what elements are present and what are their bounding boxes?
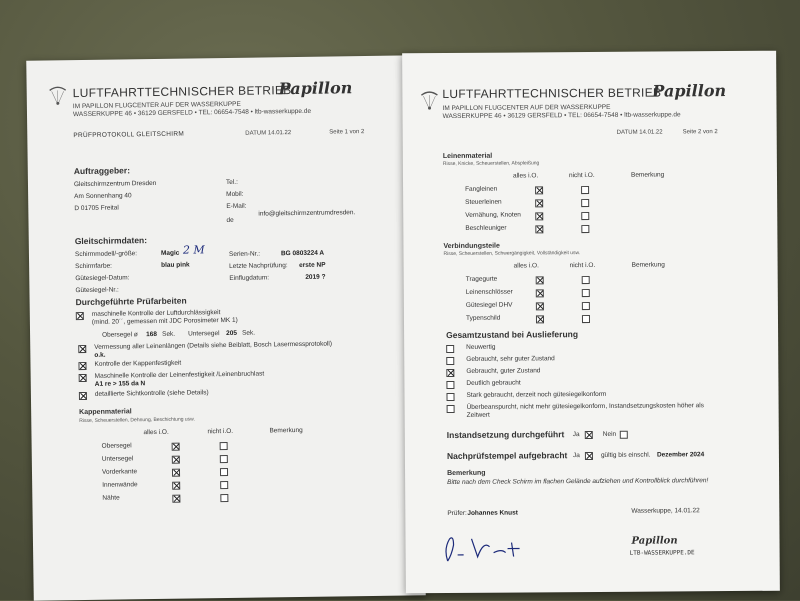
model-size-handwritten: 2 M bbox=[182, 243, 205, 257]
condition-new-label: Neuwertig bbox=[466, 343, 496, 351]
repair-label: Instandsetzung durchgeführt bbox=[446, 429, 565, 441]
stamp-yes-checkbox[interactable] bbox=[585, 452, 593, 460]
condition-worn-checkbox[interactable] bbox=[446, 381, 454, 389]
lines-col-nok: nicht i.O. bbox=[568, 171, 595, 180]
page-number: Seite 2 von 2 bbox=[682, 129, 718, 136]
seal-number-label: Gütesiegel-Nr.: bbox=[75, 286, 119, 295]
canopy-row-ok-checkbox[interactable] bbox=[172, 456, 180, 464]
model-value: Magic bbox=[160, 249, 180, 257]
first-flight-value: 2019 ? bbox=[305, 273, 326, 281]
canopy-row-label: Untersegel bbox=[101, 455, 134, 463]
visual-check-label: detaillierte Sichtkontrolle (siehe Details) bbox=[94, 389, 209, 398]
top-sail-value: 168 bbox=[146, 330, 157, 339]
condition-worn-label: Deutlich gebraucht bbox=[466, 379, 521, 387]
tel-label: Tel.: bbox=[225, 178, 238, 186]
lines-row-label: Steuerleinen bbox=[465, 198, 502, 206]
condition-heavily-worn-label: Stark gebraucht, derzeit noch gütesiegelkonform bbox=[466, 390, 607, 399]
paraglider-logo-icon bbox=[420, 89, 438, 111]
canopy-heading: Kappenmaterial bbox=[79, 408, 132, 417]
stamp-valid-until-value: Dezember 2024 bbox=[656, 451, 705, 459]
condition-heavily-worn-checkbox[interactable] bbox=[446, 393, 454, 401]
top-sail-label: Obersegel ø bbox=[102, 331, 138, 339]
stamp-yes-label: Ja bbox=[572, 452, 580, 460]
repair-no-label: Nein bbox=[602, 430, 617, 438]
lines-row-ok-checkbox[interactable] bbox=[535, 225, 543, 233]
porosity-check-detail: (mind. 20´´, gemessen mit JDC Porosimeter MK 1) bbox=[91, 316, 238, 326]
lines-row-label: Vernähung, Knoten bbox=[465, 211, 521, 219]
company-name: LUFTFAHRTTECHNISCHER BETRIEB bbox=[442, 85, 662, 102]
email-value: info@gleitschirmzentrumdresden. bbox=[258, 209, 356, 218]
client-name: Gleitschirmzentrum Dresden bbox=[73, 179, 157, 189]
doc-title: PRÜFPROTOKOLL GLEITSCHIRM bbox=[73, 130, 185, 140]
lines-row-label: Fangleinen bbox=[465, 185, 498, 193]
papillon-logo: Papillon bbox=[278, 78, 353, 99]
model-label: Schirmmodell/-größe: bbox=[74, 250, 138, 259]
remarks-heading: Bemerkung bbox=[447, 469, 486, 478]
canopy-row-label: Innenwände bbox=[102, 481, 138, 489]
line-length-result: o.k. bbox=[94, 351, 106, 359]
canopy-row-ok-checkbox[interactable] bbox=[172, 469, 180, 477]
client-street: Am Sonnenhang 40 bbox=[74, 192, 132, 201]
remarks-text: Bitte nach dem Check Schirm im flachen Gelände aufziehen und Kontrollblick durchführen! bbox=[447, 477, 709, 487]
lines-row-ok-checkbox[interactable] bbox=[535, 186, 543, 194]
connectors-col-ok: alles i.O. bbox=[513, 262, 539, 270]
connectors-col-nok: nicht i.O. bbox=[569, 261, 596, 270]
canopy-row-label: Vorderkante bbox=[101, 468, 138, 476]
condition-overstressed-checkbox[interactable] bbox=[447, 405, 455, 413]
bottom-sail-unit: Sek. bbox=[242, 329, 256, 337]
connectors-row-nok-checkbox[interactable] bbox=[582, 315, 590, 323]
inspector-name: Johannes Knust bbox=[467, 509, 518, 517]
repair-yes-checkbox[interactable] bbox=[585, 431, 593, 439]
connectors-heading: Verbindungsteile bbox=[443, 242, 500, 251]
address-line-1: IM PAPILLON FLUGCENTER AUF DER WASSERKUPPE bbox=[442, 103, 611, 113]
papillon-logo: Papillon bbox=[652, 81, 727, 101]
glider-data-heading: Gleitschirmdaten: bbox=[74, 235, 148, 247]
address-line-2: WASSERKUPPE 46 • 36129 GERSFELD • TEL: 06654-7548 • ltb-wasserkuppe.de bbox=[72, 107, 312, 119]
canopy-row-nok-checkbox[interactable] bbox=[220, 442, 228, 450]
lines-row-ok-checkbox[interactable] bbox=[535, 199, 543, 207]
line-length-label: Vermessung aller Leinenlängen (Details siehe Beiblatt, Bosch Lasermessprotokoll) bbox=[94, 340, 333, 351]
canopy-col-nok: nicht i.O. bbox=[207, 427, 234, 436]
connectors-row-nok-checkbox[interactable] bbox=[582, 276, 590, 284]
line-length-checkbox[interactable] bbox=[78, 345, 86, 353]
company-name: LUFTFAHRTTECHNISCHER BETRIEB bbox=[72, 83, 292, 101]
lines-row-label: Beschleuniger bbox=[465, 224, 507, 232]
canopy-row-ok-checkbox[interactable] bbox=[172, 495, 180, 503]
connectors-row-ok-checkbox[interactable] bbox=[536, 315, 544, 323]
last-check-label: Letzte Nachprüfung: bbox=[229, 262, 288, 270]
condition-good-checkbox[interactable] bbox=[446, 369, 454, 377]
canopy-strength-label: Kontrolle der Kappenfestigkeit bbox=[94, 359, 182, 368]
lines-row-nok-checkbox[interactable] bbox=[581, 212, 589, 220]
mobil-label: Mobil: bbox=[226, 190, 244, 198]
connectors-row-ok-checkbox[interactable] bbox=[536, 276, 544, 284]
canopy-row-ok-checkbox[interactable] bbox=[172, 482, 180, 490]
connectors-row-label: Gütesiegel DHV bbox=[465, 301, 513, 309]
connectors-row-label: Tragegurte bbox=[465, 275, 498, 283]
connectors-row-ok-checkbox[interactable] bbox=[536, 289, 544, 297]
inspector-signature bbox=[441, 530, 531, 565]
line-strength-label: Maschinelle Kontrolle der Leinenfestigkeit /Leinenbruchlast bbox=[94, 370, 265, 380]
canopy-strength-checkbox[interactable] bbox=[78, 362, 86, 370]
stamp-text: LTB-WASSERKUPPE.DE bbox=[629, 549, 695, 557]
bottom-sail-value: 205 bbox=[226, 329, 237, 337]
inspector-label: Prüfer: bbox=[447, 509, 467, 518]
doc-date: DATUM 14.01.22 bbox=[245, 130, 292, 137]
protocol-page-1 bbox=[26, 55, 426, 600]
stamp-applied-label: Nachprüfstempel aufgebracht bbox=[446, 450, 568, 462]
connectors-col-remark: Bemerkung bbox=[631, 261, 665, 269]
connectors-row-label: Typenschild bbox=[465, 314, 501, 322]
porosity-check-label: maschinelle Kontrolle der Luftdurchlässigkeit bbox=[91, 309, 221, 318]
email-value-cont: de bbox=[226, 216, 234, 224]
repair-no-checkbox[interactable] bbox=[620, 431, 628, 439]
tests-heading: Durchgeführte Prüfarbeiten bbox=[75, 295, 187, 308]
serial-label: Serien-Nr.: bbox=[228, 250, 261, 258]
line-strength-result: A1 re > 155 da N bbox=[94, 380, 146, 388]
first-flight-label: Einflugdatum: bbox=[229, 274, 270, 282]
condition-overstressed-label-cont: Zeitwert bbox=[466, 411, 490, 419]
condition-very-good-checkbox[interactable] bbox=[446, 357, 454, 365]
lines-heading: Leinenmaterial bbox=[442, 152, 493, 161]
connectors-row-label: Leinenschlösser bbox=[465, 288, 513, 296]
color-value: blau pink bbox=[161, 261, 190, 269]
condition-good-label: Gebraucht, guter Zustand bbox=[466, 367, 541, 375]
connectors-row-nok-checkbox[interactable] bbox=[582, 289, 590, 297]
last-check-value: erste NP bbox=[299, 261, 326, 269]
address-line-1: IM PAPILLON FLUGCENTER AUF DER WASSERKUPPE bbox=[72, 100, 241, 111]
stamp-logo: Papillon bbox=[631, 535, 678, 547]
lines-col-remark: Bemerkung bbox=[630, 171, 665, 179]
connectors-row-nok-checkbox[interactable] bbox=[582, 302, 590, 310]
place-date: Wasserkuppe, 14.01.22 bbox=[631, 507, 700, 515]
canopy-row-nok-checkbox[interactable] bbox=[220, 455, 228, 463]
page-number: Seite 1 von 2 bbox=[329, 129, 365, 136]
line-strength-checkbox[interactable] bbox=[79, 374, 87, 382]
stamp-valid-until-label: gültig bis einschl. bbox=[600, 451, 651, 459]
canopy-col-remark: Bemerkung bbox=[269, 426, 303, 435]
condition-very-good-label: Gebraucht, sehr guter Zustand bbox=[466, 355, 555, 363]
canopy-col-ok: alles i.O. bbox=[143, 428, 169, 437]
repair-yes-label: Ja bbox=[572, 431, 580, 439]
email-label: E-Mail: bbox=[226, 202, 247, 210]
seal-date-label: Gütesiegel-Datum: bbox=[75, 274, 130, 283]
lines-row-nok-checkbox[interactable] bbox=[581, 225, 589, 233]
client-heading: Auftraggeber: bbox=[73, 165, 131, 177]
paraglider-logo-icon bbox=[49, 84, 67, 106]
connectors-subheading: Risse, Scheuerstellen, Schwergängigkeit, Vollständigkeit usw. bbox=[443, 250, 581, 258]
doc-date: DATUM 14.01.22 bbox=[616, 129, 663, 136]
protocol-page-2 bbox=[402, 51, 780, 594]
overall-condition-heading: Gesamtzustand bei Auslieferung bbox=[446, 329, 579, 341]
canopy-row-ok-checkbox[interactable] bbox=[172, 443, 180, 451]
condition-new-checkbox[interactable] bbox=[446, 345, 454, 353]
canopy-row-nok-checkbox[interactable] bbox=[220, 494, 228, 502]
canopy-row-nok-checkbox[interactable] bbox=[220, 481, 228, 489]
condition-overstressed-label: Überbeanspurcht, nicht mehr gütesiegelkonform, Instandsetzungskosten höher als bbox=[466, 402, 705, 411]
client-city: D 01705 Freital bbox=[74, 204, 119, 213]
color-label: Schirmfarbe: bbox=[75, 262, 113, 271]
porosity-check-checkbox[interactable] bbox=[76, 312, 84, 320]
address-line-2: WASSERKUPPE 46 • 36129 GERSFELD • TEL: 06654-7548 • ltb-wasserkuppe.de bbox=[442, 111, 681, 121]
lines-row-ok-checkbox[interactable] bbox=[535, 212, 543, 220]
lines-row-nok-checkbox[interactable] bbox=[581, 186, 589, 194]
visual-check-checkbox[interactable] bbox=[79, 392, 87, 400]
lines-col-ok: alles i.O. bbox=[512, 172, 539, 180]
canopy-row-nok-checkbox[interactable] bbox=[220, 468, 228, 476]
serial-value: BG 0803224 A bbox=[280, 249, 325, 258]
canopy-row-label: Obersegel bbox=[101, 442, 132, 450]
lines-row-nok-checkbox[interactable] bbox=[581, 199, 589, 207]
bottom-sail-label: Untersegel bbox=[188, 330, 220, 338]
connectors-row-ok-checkbox[interactable] bbox=[536, 302, 544, 310]
canopy-subheading: Risse, Scheuerstellen, Dehnung, Beschichtung usw. bbox=[79, 416, 195, 425]
canopy-row-label: Nähte bbox=[102, 494, 120, 502]
top-sail-unit: Sek. bbox=[162, 330, 176, 338]
lines-subheading: Risse, Knicke, Scheuerstellen, Abspleißung bbox=[442, 160, 540, 168]
